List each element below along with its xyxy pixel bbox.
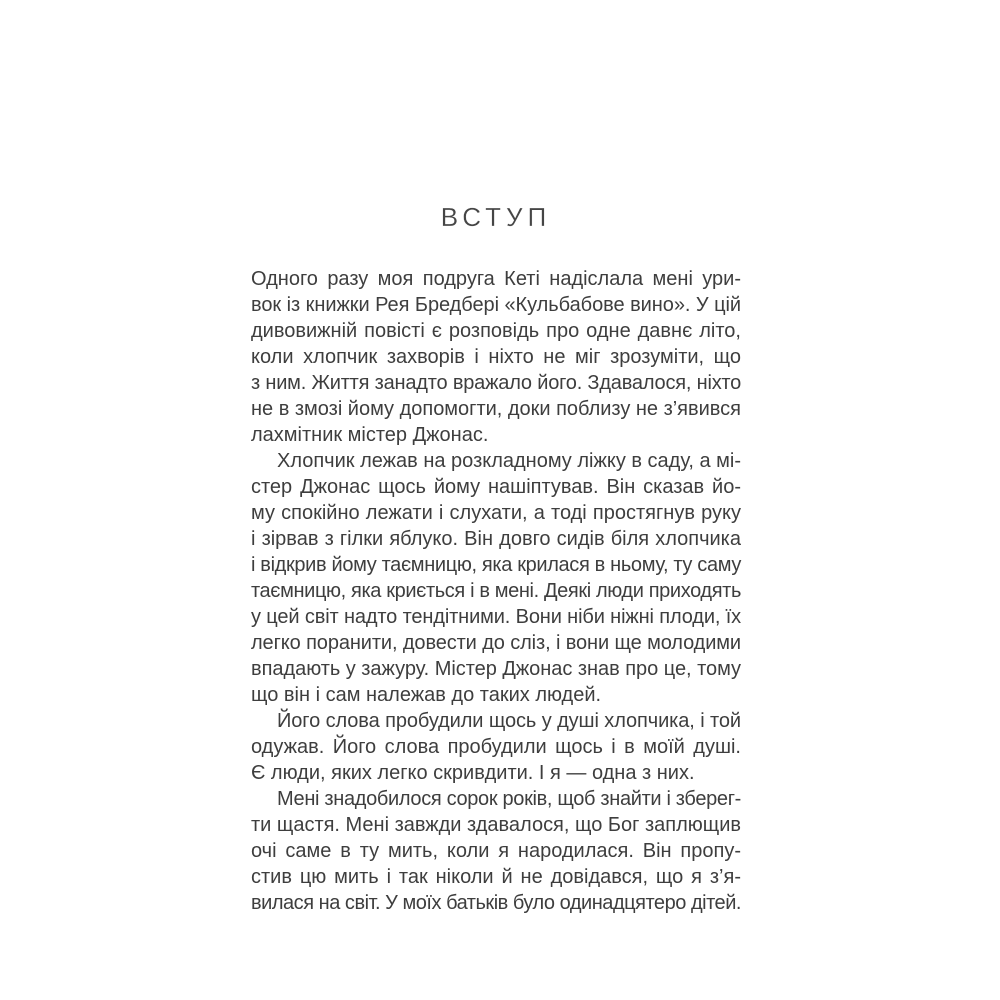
paragraph xyxy=(251,448,741,708)
text-line: таємницю, яка криється і в мені. Деякі люди приходять xyxy=(251,580,741,602)
text-line: вок із книжки Рея Бредбері «Кульбабове вино». У цій xyxy=(251,294,741,316)
text-line: Є люди, яких легко скривдити. І я — одна з них. xyxy=(251,762,695,784)
text-line: Одного разу моя подруга Кеті надіслала мені ури- xyxy=(251,268,742,290)
text-line: му спокійно лежати і слухати, а тоді простягнув руку xyxy=(251,502,741,524)
text-line: Мені знадобилося сорок років, щоб знайти і зберег- xyxy=(277,788,741,810)
chapter-title: ВСТУП xyxy=(440,202,552,232)
text-line: у цей світ надто тендітними. Вони ніби ніжні плоди, їх xyxy=(251,606,741,628)
text-line: очі саме в ту мить, коли я народилася. Він пропу- xyxy=(251,840,741,862)
text-line: Його слова пробудили щось у душі хлопчика, і той xyxy=(277,710,742,732)
text-line: не в змозі йому допомогти, доки поблизу не з’явився xyxy=(251,398,741,420)
text-column xyxy=(251,202,741,916)
text-line: вилася на світ. У моїх батьків було одинадцятеро дітей. xyxy=(251,892,741,914)
text-line: і зірвав з гілки яблуко. Він довго сидів біля хлопчика xyxy=(251,528,741,550)
text-line: коли хлопчик захворів і ніхто не міг зрозуміти, що xyxy=(251,346,741,368)
text-line: впадають у зажуру. Містер Джонас знав про це, тому xyxy=(251,658,741,680)
paragraph xyxy=(251,786,741,916)
chapter-body xyxy=(251,266,741,916)
text-line: стер Джонас щось йому нашіптував. Він сказав йо- xyxy=(251,476,741,498)
paragraph xyxy=(251,266,741,448)
text-line: що він і сам належав до таких людей. xyxy=(251,684,602,706)
text-line: ти щастя. Мені завжди здавалося, що Бог заплющив xyxy=(251,814,741,836)
text-line: лахмітник містер Джонас. xyxy=(251,424,489,446)
text-line: з ним. Життя занадто вражало його. Здавалося, ніхто xyxy=(251,372,741,394)
text-line: Хлопчик лежав на розкладному ліжку в саду, а мі- xyxy=(277,450,741,472)
paragraph xyxy=(251,708,741,786)
text-line: стив цю мить і так ніколи й не довідався, що я з’я- xyxy=(251,866,741,888)
text-line: дивовижній повісті є розповідь про одне давнє літо, xyxy=(251,320,741,342)
text-line: і відкрив йому таємницю, яка крилася в ньому, ту саму xyxy=(251,554,741,576)
text-line: одужав. Його слова пробудили щось і в моїй душі. xyxy=(251,736,741,758)
text-line: легко поранити, довести до сліз, і вони ще молодими xyxy=(251,632,741,654)
